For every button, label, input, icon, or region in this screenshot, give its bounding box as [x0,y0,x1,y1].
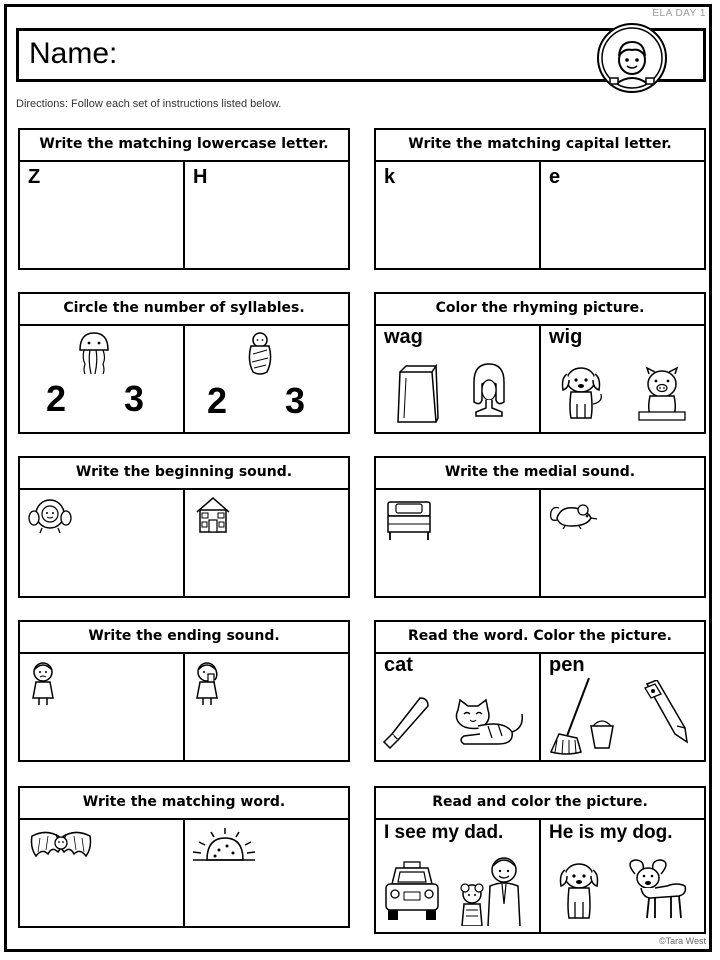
answer-cell[interactable] [183,820,348,926]
prompt-letter: e [549,166,561,188]
rhyming-section [374,292,706,434]
sun-icon [189,826,259,864]
dog-icon[interactable] [555,860,607,922]
lifeguard-icon [28,498,72,534]
jellyfish-icon [76,330,112,376]
prompt-letter: H [193,166,208,188]
section-title: Write the ending sound. [20,622,348,654]
dog-icon[interactable] [557,364,609,422]
answer-cell[interactable] [20,654,183,760]
answer-cell[interactable] [183,162,348,268]
matching-word-section [18,786,350,928]
sentence: I see my dad. [384,822,504,843]
lowercase-section [18,128,350,270]
capital-section [374,128,706,270]
beginning-sound-section [18,456,350,598]
syllables-section [18,292,350,434]
house-icon [195,496,231,534]
answer-cell[interactable] [183,654,348,760]
bat-animal-icon [28,828,94,862]
section-title: Write the matching word. [20,788,348,820]
answer-cell[interactable] [20,820,183,926]
wig-icon[interactable] [468,360,510,420]
mop-bucket-icon[interactable] [547,676,617,758]
name-label: Name: [29,37,118,70]
answer-cell[interactable] [376,490,539,596]
answer-cell[interactable] [376,162,539,268]
syllable-cell [20,326,183,432]
car-icon[interactable] [382,860,442,926]
cat-icon[interactable] [448,698,528,750]
pig-icon[interactable] [637,366,687,422]
color-cell [539,820,704,932]
rhyme-word: wig [549,326,583,348]
top-label: ELA DAY 1 [652,8,706,19]
answer-cell[interactable] [539,490,704,596]
section-title: Write the medial sound. [376,458,704,490]
section-title: Write the matching capital letter. [376,130,704,162]
section-title: Write the beginning sound. [20,458,348,490]
bag-icon[interactable] [396,364,440,424]
answer-cell[interactable] [539,162,704,268]
read-word: pen [549,654,585,676]
section-title: Circle the number of syllables. [20,294,348,326]
rat-icon [547,500,605,530]
color-cell [539,654,704,760]
sentence: He is my dog. [549,822,673,843]
family-icon[interactable] [452,854,528,926]
sad-girl-icon [28,660,58,706]
prompt-letter: k [384,166,396,188]
pen-icon[interactable] [637,680,693,744]
boy-avatar-icon [596,22,668,94]
copyright: ©Tara West [659,936,706,946]
ram-icon[interactable] [621,858,691,924]
rhyme-cell [376,326,539,432]
syllable-choice[interactable]: 3 [124,378,145,419]
syllable-choice[interactable]: 3 [285,380,306,421]
section-title: Read the word. Color the picture. [376,622,704,654]
section-title: Read and color the picture. [376,788,704,820]
bat-icon[interactable] [382,694,432,750]
rhyme-cell [539,326,704,432]
color-cell [376,654,539,760]
prompt-letter: Z [28,166,41,188]
section-title: Color the rhyming picture. [376,294,704,326]
syllable-cell [183,326,348,432]
section-title: Write the matching lowercase letter. [20,130,348,162]
medial-sound-section [374,456,706,598]
syllable-choice[interactable]: 2 [207,380,228,421]
baby-icon [245,330,275,376]
answer-cell[interactable] [183,490,348,596]
sentences-section [374,786,706,934]
read-word: cat [384,654,413,676]
syllable-choice[interactable]: 2 [46,378,67,419]
color-cell [376,820,539,932]
ending-sound-section [18,620,350,762]
directions: Directions: Follow each set of instructions listed below. [16,98,282,110]
rhyme-word: wag [384,326,423,348]
bed-icon [384,498,434,542]
answer-cell[interactable] [20,490,183,596]
girl-drinking-icon [193,660,223,706]
read-color-section [374,620,706,762]
answer-cell[interactable] [20,162,183,268]
